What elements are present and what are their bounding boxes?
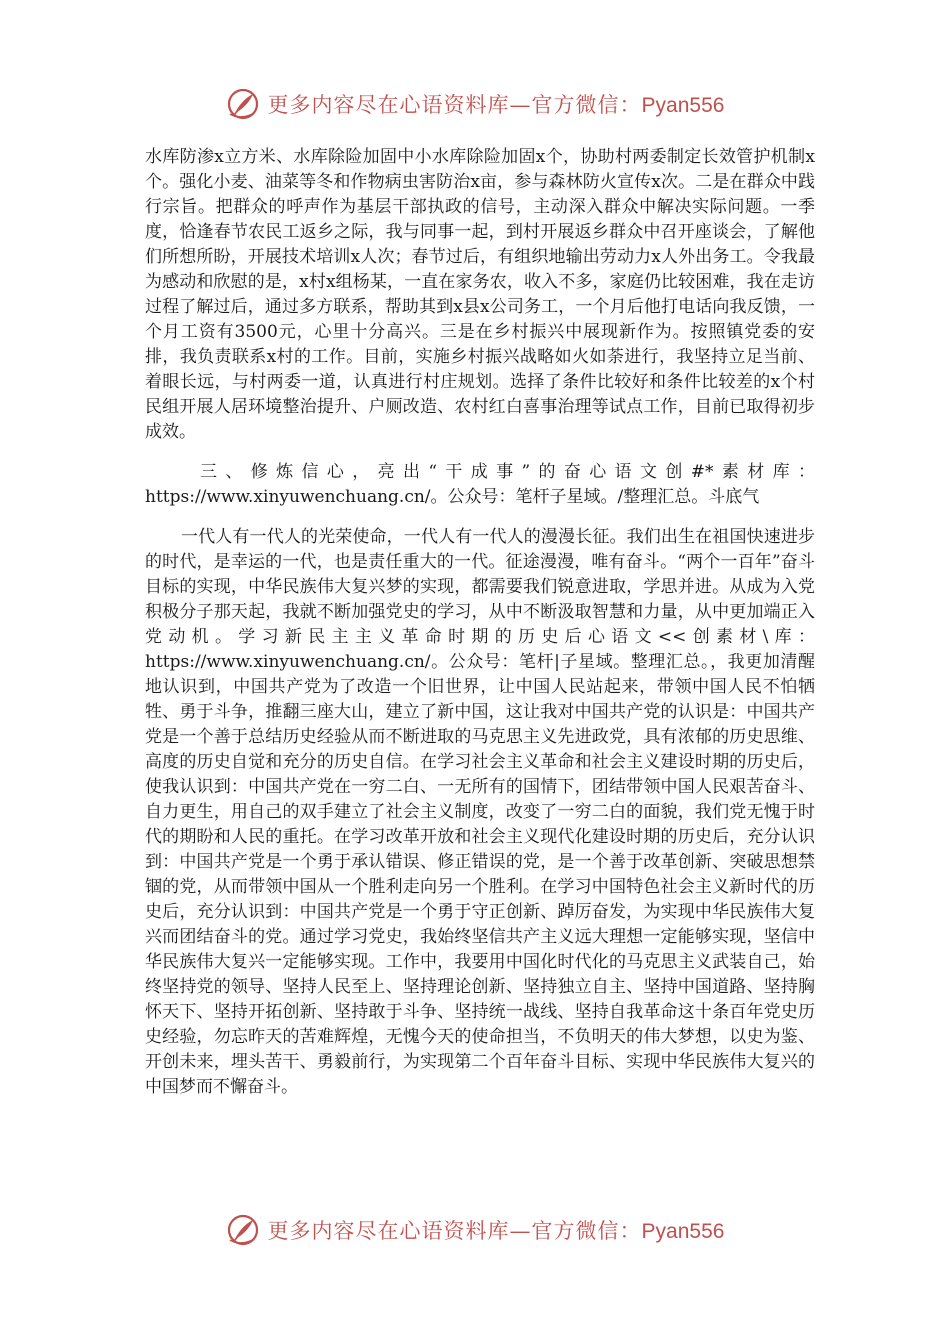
watermark-prefix: 更多内容尽在心语资料库—官方微信： [267, 93, 642, 117]
watermark-prefix: 更多内容尽在心语资料库—官方微信： [267, 1219, 642, 1243]
wechat-id: Pyan556 [641, 94, 725, 117]
watermark-text [268, 89, 725, 119]
watermark-text [268, 1215, 725, 1245]
wechat-id: Pyan556 [641, 1220, 725, 1243]
header-watermark [0, 84, 950, 124]
paragraph-2: 一代人有一代人的光荣使命，一代人有一代人的漫漫长征。我们出生在祖国快速进步的时代，是幸运的一代，也是责任重大的一代。征途漫漫，唯有奋斗。“两个一百年”奋斗目标的实现，中华民族伟大复兴梦的实现，都需要我们锐意进取，学思并进。从成为入党积极分子那天起，我就不断加强党史的学习，从中不断汲取智慧和力量，从中更加端正入党动机。学习新民主主义革命时期的历史后心语文<<创素材\库：https://www.xinyuwenchuang.cn/。公众号：笔杆|子星域。整理汇总。，我更加清醒地认识到，中国共产党为了改造一个旧世界，让中国人民站起来，带领中国人民不怕牺牲、勇于斗争，推翻三座大山，建立了新中国，这让我对中国共产党的认识是：中国共产党是一个善于总结历史经验从而不断进取的马克思主义先进政党，具有浓郁的历史思维、高度的历史自觉和充分的历史自信。在学习社会主义革命和社会主义建设时期的历史后，使我认识到：中国共产党在一穷二白、一无所有的国情下，团结带领中国人民艰苦奋斗、自力更生，用自己的双手建立了社会主义制度，改变了一穷二白的面貌，我们党无愧于时代的期盼和人民的重托。在学习改革开放和社会主义现代化建设时期的历史后，充分认识到：中国共产党是一个勇于承认错误、修正错误的党，是一个善于改革创新、突破思想禁锢的党，从而带领中国从一个胜利走向另一个胜利。在学习中国特色社会主义新时代的历史后，充分认识到：中国共产党是一个勇于守正创新、踔厉奋发，为实现中华民族伟大复兴而团结奋斗的党。通过学习党史，我始终坚信共产主义远大理想一定能够实现，坚信中华民族伟大复兴一定能够实现。工作中，我要用中国化时代化的马克思主义武装自己，始终坚持党的领导、坚持人民至上、坚持理论创新、坚持独立自主、坚持中国道路、坚持胸怀天下、坚持开拓创新、坚持敢于斗争、坚持统一战线、坚持自我革命这十条百年党史历史经验，勿忘昨天的苦难辉煌，无愧今天的使命担当，不负明天的伟大梦想，以史为鉴、开创未来，埋头苦干、勇毅前行，为实现第二个百年奋斗目标、实现中华民族伟大复兴的中国梦而不懈奋斗。 [145, 527, 815, 1097]
paragraph-1: 水库防渗x立方米、水库除险加固中小水库除险加固x个，协助村两委制定长效管护机制x个。强化小麦、油菜等冬和作物病虫害防治x亩，参与森林防火宣传x次。二是在群众中践行宗旨。把群众的呼声作为基层干部执政的信号，主动深入群众中解决实际问题。一季度，恰逢春节农民工返乡之际，我与同事一起，到村开展返乡群众中召开座谈会，了解他们所想所盼，开展技术培训x人次；春节过后，有组织地输出劳动力x人外出务工。令我最为感动和欣慰的是，x村x组杨某，一直在家务农，收入不多，家庭仍比较困难，我在走访过程了解过后，通过多方联系，帮助其到x县x公司务工，一个月后他打电话向我反馈，一个月工资有3500元，心里十分高兴。三是在乡村振兴中展现新作为。按照镇党委的安排，我负责联系x村的工作。目前，实施乡村振兴战略如火如荼进行，我坚持立足当前、着眼长远，与村两委一道，认真进行村庄规划。选择了条件比较好和条件比较差的x个村民组开展人居环境整治提升、户厕改造、农村红白喜事治理等试点工作，目前已取得初步成效。 [145, 147, 815, 442]
document-body [145, 145, 815, 1100]
footer-watermark [0, 1210, 950, 1250]
section-heading-3: 三、修炼信心，亮出“干成事”的奋心语文创#*素材库：https://www.xinyuwenchuang.cn/。公众号：笔杆子星域。/整理汇总。斗底气 [145, 462, 815, 507]
feather-pen-logo-icon [226, 1213, 260, 1247]
feather-pen-logo-icon [226, 87, 260, 121]
